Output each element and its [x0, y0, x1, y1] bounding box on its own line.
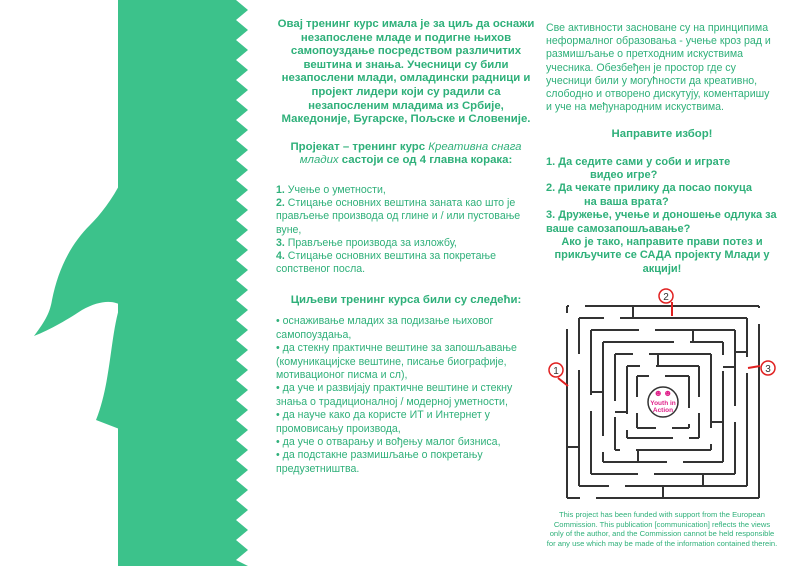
middle-column — [276, 18, 536, 476]
green-band — [118, 0, 248, 566]
goal-item: • да уче и развијају практичне вештине и стекну знања о традиционалној / модерној уметности, — [276, 382, 513, 408]
question-3: 3. Дружење, учење и доношење одлука за ваше самозапошљавање? — [546, 209, 777, 235]
maze-illustration — [546, 286, 786, 510]
goals-list — [276, 315, 536, 476]
intro-paragraph: Овај тренинг курс имала је за циљ да оснажи незапослене младе и подигне њихов самопоуздање посредством различитих вештина и знања. Учесници су били незапослени млади, омладински радници и пројект лидери који су радили са незапосленим младима из Србије, Македоније, Бугарске, Пољске и Словеније. — [277, 18, 535, 126]
question-2-cont: на ваша врата? — [584, 195, 669, 208]
right-column — [546, 22, 778, 276]
youth-in-action-logo — [648, 387, 678, 417]
question-2: 2. Да чекате прилику да посао покуца — [546, 182, 753, 195]
svg-text:3: 3 — [765, 364, 771, 375]
goal-item: • да стекну практичне вештине за запошљавање (комуникацијске вештине, писање биографије, мотивационог писма и сл), — [276, 342, 517, 381]
step-item: 1. Учење о уметности, — [276, 183, 386, 196]
svg-text:☻☻: ☻☻ — [653, 388, 673, 398]
activities-paragraph: Све активности засноване су на принципима неформалног образовања - учење кроз рад и размишљање о претходним искуствима учесника. Обезбеђен је простор где су учесници били у могућности да креативно, слободно и отворено дискутују, коментаришу и уче на међународним искуствима. — [546, 22, 771, 114]
question-1: 1. Да седите сами у соби и играте — [546, 155, 731, 168]
step-item: 4. Стицање основних вештина за покретање сопственог посла. — [276, 249, 497, 276]
goal-item: • оснаживање младих за подизање њиховог самопоуздања, — [276, 315, 494, 341]
goal-item: • да уче о отварању и вођењу малог бизниса, — [276, 436, 501, 449]
entry-marker-1 — [549, 363, 568, 386]
entry-marker-3 — [748, 361, 775, 375]
eu-disclaimer: This project has been funded with support from the European Commission. This publication [communication] reflects the views only of the author, and the Commission cannot be held responsible for any use which may be made of the information contained therein. — [546, 510, 778, 548]
questions-block — [546, 156, 778, 277]
goal-item: • да подстакне размишљање о покретању предузетништва. — [276, 449, 483, 475]
step-item: 3. Прављење производа за изложбу, — [276, 236, 457, 249]
goals-heading: Циљеви тренинг курса били су следећи: — [290, 294, 522, 307]
choose-heading: Направите избор! — [611, 128, 713, 141]
project-heading — [276, 141, 536, 168]
svg-text:Action: Action — [652, 407, 674, 414]
project-prefix: Пројекат – тренинг курс — [290, 140, 429, 153]
entry-marker-2 — [659, 289, 673, 316]
svg-text:1: 1 — [553, 366, 559, 377]
steps-list — [276, 184, 536, 276]
question-1-cont: видео игре? — [590, 169, 658, 182]
svg-text:2: 2 — [663, 292, 669, 303]
step-item: 2. Стицање основних вештина заната као што је прављење производа од глине и / или пустовање вуне, — [276, 197, 521, 236]
call-to-action: Ако је тако, направите прави потез и прикључите се САДА пројекту Млади у акцији! — [554, 236, 770, 275]
leaf-stem — [96, 300, 122, 430]
svg-text:Youth in: Youth in — [650, 400, 676, 407]
goal-item: • да науче како да користе ИТ и Интернет у промовисању производа, — [276, 409, 490, 435]
leaf-shape — [34, 180, 122, 336]
project-suffix: састоји се од 4 главна корака: — [338, 154, 513, 167]
project-title: Креативна снага младих — [299, 140, 522, 167]
